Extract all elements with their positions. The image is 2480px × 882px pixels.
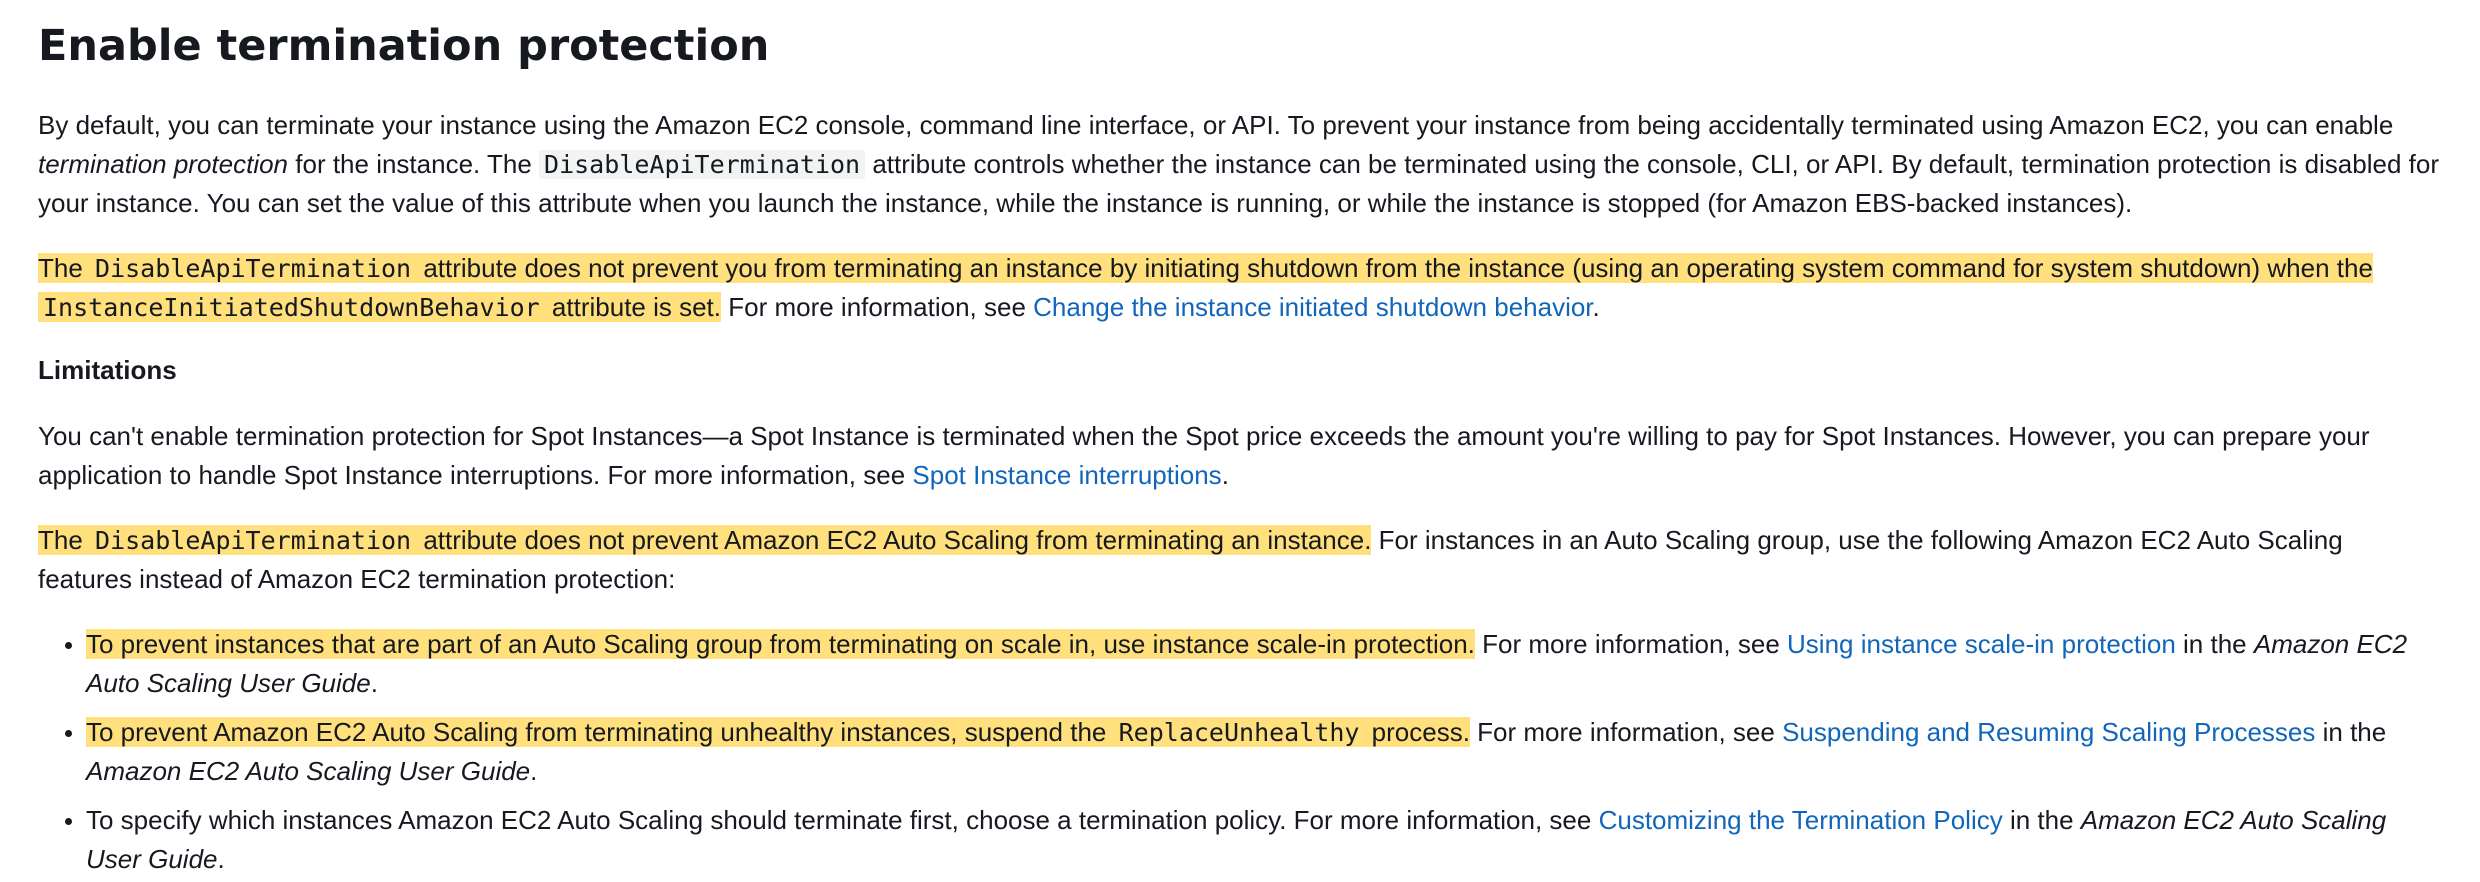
link-spot-interruptions[interactable]: Spot Instance interruptions <box>912 460 1222 490</box>
text: attribute is set. <box>544 292 722 322</box>
text: . <box>217 844 225 874</box>
text: . <box>1221 460 1229 490</box>
code-replaceunhealthy: ReplaceUnhealthy <box>1114 718 1365 747</box>
text: . <box>370 668 378 698</box>
guide-title: Amazon EC2 Auto Scaling User Guide <box>86 629 2408 698</box>
text: You can't enable termination protection for Spot Instances—a Spot Instance is terminated when the Spot price exceeds the amount you're willing to pay for Spot Instances. However, you can prepare your application to handle Spot Instance interruptions. For more information, see <box>38 421 2370 490</box>
code-instanceinitiatedshutdownbehavior: InstanceInitiatedShutdownBehavior <box>38 293 545 322</box>
code-disableapitermination: DisableApiTermination <box>539 150 865 179</box>
text: For more information, see <box>1469 717 1783 747</box>
highlight <box>86 717 1470 747</box>
autoscaling-feature-list <box>38 625 2442 879</box>
text: attribute controls whether the instance can be terminated using the console, CLI, or API. By default, termination protection is disabled for your instance. You can set the value of this attribute when you launch the instance, while the instance is running, or while the instance is stopped (for Amazon EBS-backed instances). <box>38 149 2439 218</box>
code-disableapitermination: DisableApiTermination <box>90 254 416 283</box>
text: for the instance. The <box>288 149 540 179</box>
text: For instances in an Auto Scaling group, use the following Amazon EC2 Auto Scaling features instead of Amazon EC2 termination protection: <box>38 525 2343 594</box>
list-item <box>86 801 2442 879</box>
text: To prevent Amazon EC2 Auto Scaling from terminating unhealthy instances, suspend the <box>86 717 1114 747</box>
text: To specify which instances Amazon EC2 Auto Scaling should terminate first, choose a termination policy. For more information, see <box>86 805 1599 835</box>
autoscaling-paragraph <box>38 521 2442 599</box>
link-suspending-resuming[interactable]: Suspending and Resuming Scaling Processes <box>1782 717 2316 747</box>
list-item <box>86 625 2442 703</box>
text: The <box>38 253 91 283</box>
text: process. <box>1364 717 1470 747</box>
shutdown-paragraph <box>38 249 2442 327</box>
text: . <box>530 756 538 786</box>
link-scale-in-protection[interactable]: Using instance scale-in protection <box>1787 629 2176 659</box>
emphasis: termination protection <box>38 149 289 179</box>
link-change-shutdown-behavior[interactable]: Change the instance initiated shutdown behavior <box>1033 292 1593 322</box>
text: . <box>1592 292 1600 322</box>
text: in the <box>2315 717 2387 747</box>
text: in the <box>2175 629 2254 659</box>
spot-paragraph <box>38 417 2442 495</box>
text: For more information, see <box>721 292 1034 322</box>
text: attribute does not prevent Amazon EC2 Auto Scaling from terminating an instance. <box>416 525 1372 555</box>
highlight: To prevent instances that are part of an Auto Scaling group from terminating on scale in, use instance scale-in protection. <box>86 629 1475 659</box>
text: By default, you can terminate your instance using the Amazon EC2 console, command line interface, or API. To prevent your instance from being accidentally terminated using Amazon EC2, you can enable <box>38 110 2394 140</box>
code-disableapitermination: DisableApiTermination <box>90 526 416 555</box>
guide-title: Amazon EC2 Auto Scaling User Guide <box>86 805 2387 874</box>
text: in the <box>2002 805 2081 835</box>
intro-paragraph <box>38 106 2442 223</box>
page-title: Enable termination protection <box>38 21 770 71</box>
text: attribute does not prevent you from terminating an instance by initiating shutdown from the instance (using an operating system command for system shutdown) when the <box>416 253 2373 283</box>
text: The <box>38 525 91 555</box>
list-item <box>86 713 2442 791</box>
guide-title: Amazon EC2 Auto Scaling User Guide <box>86 756 531 786</box>
highlight <box>38 525 1371 555</box>
text: For more information, see <box>1474 629 1788 659</box>
link-termination-policy[interactable]: Customizing the Termination Policy <box>1598 805 2003 835</box>
limitations-heading: Limitations <box>38 355 177 385</box>
